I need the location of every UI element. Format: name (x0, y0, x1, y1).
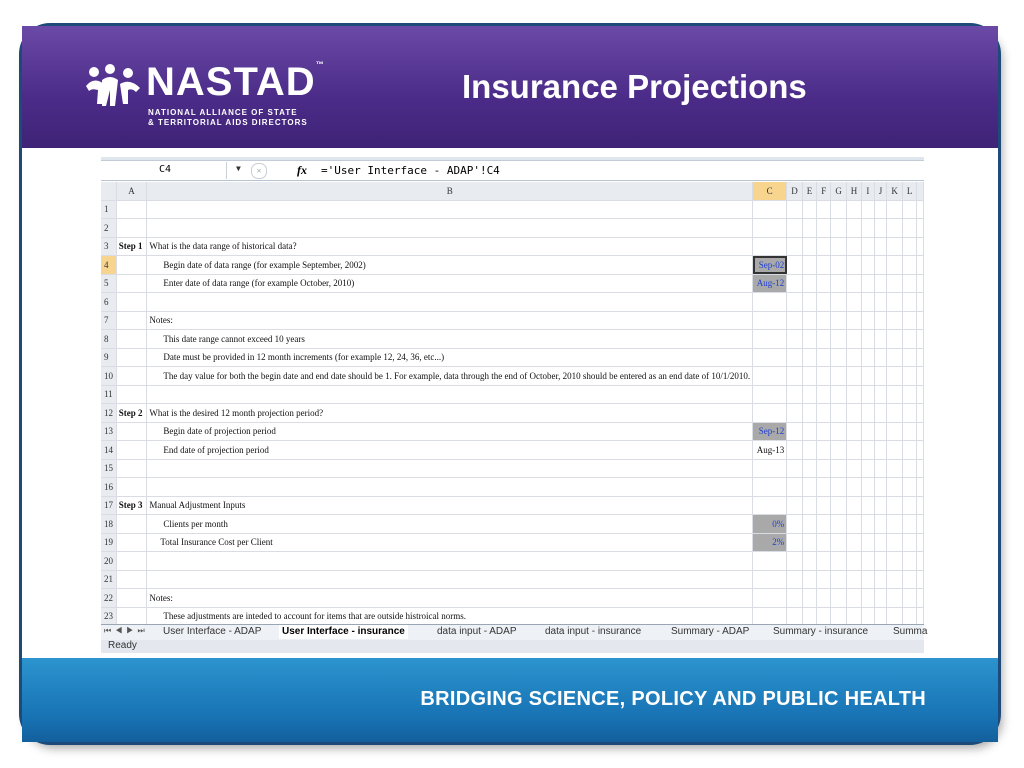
sheet-tab[interactable]: data input - ADAP (437, 626, 517, 637)
cell-B22[interactable]: Notes: (147, 589, 753, 608)
column-header[interactable]: C (753, 182, 787, 200)
row-header[interactable]: 21 (101, 570, 116, 589)
cell-B23[interactable]: These adjustments are inteded to account for items that are outside histroical norms. (147, 607, 753, 626)
sheet-tab[interactable]: User Interface - ADAP (163, 626, 262, 637)
select-all-corner[interactable] (101, 182, 116, 200)
status-text: Ready (108, 640, 137, 651)
cancel-icon[interactable]: ✕ (251, 163, 267, 179)
cell-B7[interactable]: Notes: (147, 311, 753, 330)
cell-C18[interactable]: 0% (753, 515, 787, 534)
cell-B4[interactable]: Begin date of data range (for example September, 2002) (147, 256, 753, 275)
cell-B3[interactable]: What is the data range of historical data? (147, 237, 753, 256)
row-header[interactable]: 5 (101, 274, 116, 293)
column-header[interactable]: J (874, 182, 887, 200)
logo-wordmark: NASTAD™ (146, 60, 325, 104)
row-header[interactable]: 12 (101, 404, 116, 423)
cell-B8[interactable]: This date range cannot exceed 10 years (147, 330, 753, 349)
row-header[interactable]: 14 (101, 441, 116, 460)
slide-title: Insurance Projections (462, 68, 807, 105)
sheet-tab-bar (101, 624, 928, 640)
cell-B9[interactable]: Date must be provided in 12 month increments (for example 12, 24, 36, etc...) (147, 348, 753, 367)
footer-banner (22, 658, 998, 742)
logo-subtitle-line1: NATIONAL ALLIANCE OF STATE (148, 108, 298, 117)
cell-B13[interactable]: Begin date of projection period (147, 422, 753, 441)
row-header[interactable]: 17 (101, 496, 116, 515)
sheet-tab[interactable]: Summary - insurance (773, 626, 869, 637)
column-header[interactable]: D (787, 182, 802, 200)
row-header[interactable]: 10 (101, 367, 116, 386)
row-header[interactable]: 9 (101, 348, 116, 367)
column-header[interactable]: E (802, 182, 817, 200)
cell-C13[interactable]: Sep-12 (753, 422, 787, 441)
footer-tagline: BRIDGING SCIENCE, POLICY AND PUBLIC HEALTH (420, 688, 926, 710)
cell-B14[interactable]: End date of projection period (147, 441, 753, 460)
cell-B5[interactable]: Enter date of data range (for example October, 2010) (147, 274, 753, 293)
cell-C5[interactable]: Aug-12 (753, 274, 787, 293)
chevron-down-icon[interactable]: ▼ (236, 164, 241, 173)
cell-B12[interactable]: What is the desired 12 month projection period? (147, 404, 753, 423)
column-header[interactable]: A (116, 182, 147, 200)
column-header[interactable]: L (902, 182, 917, 200)
column-header[interactable]: B (147, 182, 753, 200)
cell-A12[interactable]: Step 2 (116, 404, 147, 423)
column-header[interactable]: K (887, 182, 902, 200)
people-figures-icon (84, 64, 144, 108)
slide (22, 26, 998, 742)
cell-B10[interactable]: The day value for both the begin date and end date should be 1. For example, data through the end of October, 2010 should be entered as an end date of 10/1/2010. (147, 367, 753, 386)
row-header[interactable]: 7 (101, 311, 116, 330)
ribbon-edge (101, 157, 924, 161)
status-bar (101, 640, 924, 653)
row-header[interactable]: 18 (101, 515, 116, 534)
row-header[interactable]: 4 (101, 256, 116, 275)
row-header[interactable]: 8 (101, 330, 116, 349)
cell-grid (101, 182, 924, 626)
row-header[interactable]: 20 (101, 552, 116, 571)
cell-B19[interactable]: Total Insurance Cost per Client (147, 533, 753, 552)
cell-C14[interactable]: Aug-13 (753, 441, 787, 460)
insert-function-icon[interactable]: fx (297, 163, 307, 177)
nastad-logo (84, 60, 354, 130)
cell-A17[interactable]: Step 3 (116, 496, 147, 515)
row-header[interactable]: 13 (101, 422, 116, 441)
name-box[interactable]: C4 (101, 162, 227, 179)
row-header[interactable]: 2 (101, 219, 116, 238)
cell-B18[interactable]: Clients per month (147, 515, 753, 534)
row-header[interactable]: 22 (101, 589, 116, 608)
spreadsheet-screenshot (101, 157, 928, 653)
column-header[interactable]: I (862, 182, 874, 200)
sheet-tab-active[interactable]: User Interface - insurance (279, 625, 408, 639)
logo-subtitle-line2: & TERRITORIAL AIDS DIRECTORS (148, 118, 308, 127)
header-banner (22, 26, 998, 148)
row-header[interactable]: 3 (101, 237, 116, 256)
sheet-nav-arrows-icon[interactable]: ⏮◀▶⏭ (104, 626, 149, 635)
column-header[interactable] (917, 182, 924, 200)
column-header[interactable]: H (846, 182, 861, 200)
column-header[interactable]: G (831, 182, 846, 200)
row-header[interactable]: 16 (101, 478, 116, 497)
row-header[interactable]: 6 (101, 293, 116, 312)
cell-C4[interactable]: Sep-02 (753, 256, 787, 275)
column-header[interactable]: F (817, 182, 831, 200)
row-header[interactable]: 11 (101, 385, 116, 404)
sheet-tab[interactable]: Summa (893, 626, 928, 637)
cell-B17[interactable]: Manual Adjustment Inputs (147, 496, 753, 515)
row-header[interactable]: 15 (101, 459, 116, 478)
row-header[interactable]: 23 (101, 607, 116, 626)
sheet-tab[interactable]: Summary - ADAP (671, 626, 750, 637)
sheet-tab[interactable]: data input - insurance (545, 626, 642, 637)
row-header[interactable]: 1 (101, 200, 116, 219)
row-header[interactable]: 19 (101, 533, 116, 552)
cell-C19[interactable]: 2% (753, 533, 787, 552)
formula-bar (101, 162, 924, 181)
formula-input[interactable]: ='User Interface - ADAP'!C4 (321, 164, 500, 177)
cell-A3[interactable]: Step 1 (116, 237, 147, 256)
